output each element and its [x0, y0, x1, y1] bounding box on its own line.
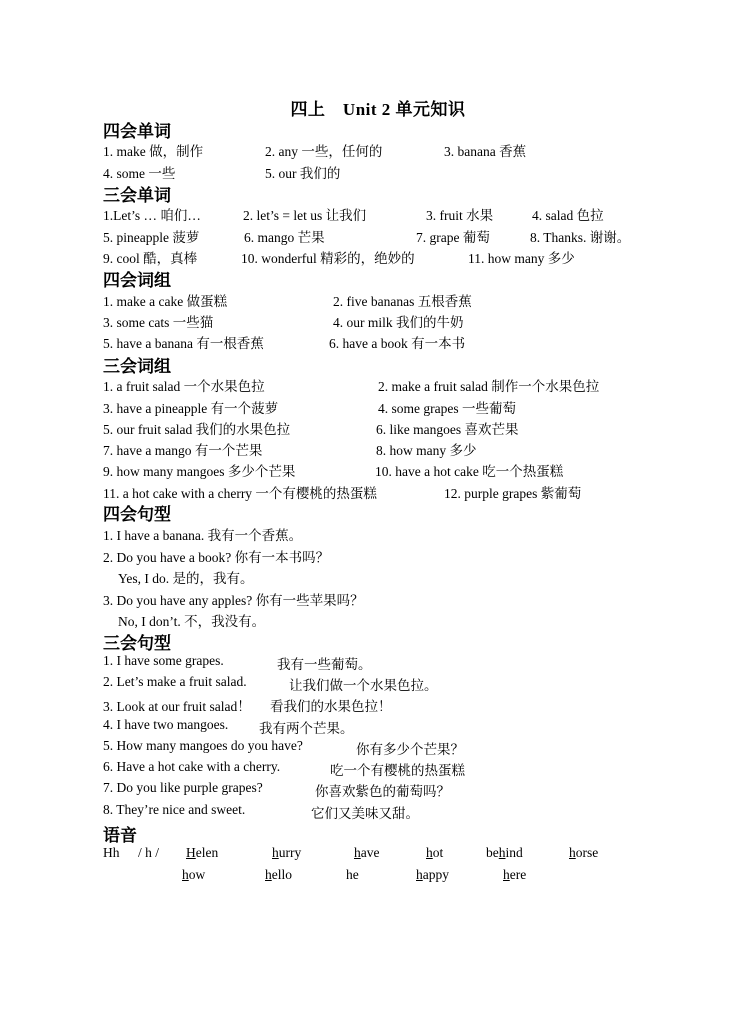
sentence-zh: 让我们做一个水果色拉。	[289, 678, 438, 693]
section-heading-four-sentences: 四会句型	[103, 505, 171, 524]
phrase-entry: 4. some grapes 一些葡萄	[378, 401, 516, 416]
sentence-zh: 吃一个有樱桃的热蛋糕	[330, 763, 465, 778]
section-heading-three-sentences: 三会句型	[103, 634, 171, 653]
phonics-word: hot	[426, 845, 444, 860]
sentence-line: 1. I have a banana. 我有一个香蕉。	[103, 528, 303, 543]
sentence-line: 3. Do you have any apples? 你有一些苹果吗？	[103, 593, 364, 608]
phrase-entry: 9. how many mangoes 多少个芒果	[103, 464, 296, 479]
section-heading-four-phrases: 四会词组	[103, 271, 171, 290]
phonics-word: he	[346, 867, 359, 882]
phrase-entry: 4. our milk 我们的牛奶	[333, 315, 464, 330]
sentence-line: Yes, I do. 是的，我有。	[118, 571, 254, 586]
phrase-entry: 6. have a book 有一本书	[329, 336, 466, 351]
phrase-entry: 2. five bananas 五根香蕉	[333, 294, 472, 309]
sentence-zh: 它们又美味又甜。	[311, 806, 419, 821]
word-entry: 6. mango 芒果	[244, 230, 325, 245]
word-entry: 5. pineapple 菠萝	[103, 230, 200, 245]
section-heading-three-phrases: 三会词组	[103, 357, 171, 376]
sentence-en: 5. How many mangoes do you have?	[103, 738, 303, 753]
phrase-entry: 1. a fruit salad 一个水果色拉	[103, 379, 265, 394]
word-entry: 8. Thanks. 谢谢。	[530, 230, 631, 245]
word-entry: 11. how many 多少	[468, 251, 575, 266]
word-entry: 4. salad 色拉	[532, 208, 604, 223]
section-heading-four-words: 四会单词	[103, 122, 171, 141]
word-entry: 7. grape 葡萄	[416, 230, 490, 245]
sentence-en: 3. Look at our fruit salad！	[103, 699, 251, 714]
sentence-zh: 你喜欢紫色的葡萄吗？	[315, 784, 450, 799]
sentence-zh: 你有多少个芒果？	[356, 742, 464, 757]
word-entry: 5. our 我们的	[265, 166, 341, 181]
phrase-entry: 6. like mangoes 喜欢芒果	[376, 422, 519, 437]
phonics-word: here	[503, 867, 527, 882]
sentence-en: 2. Let’s make a fruit salad.	[103, 674, 247, 689]
phonics-word: hurry	[272, 845, 302, 860]
phonics-sound: / h /	[138, 845, 160, 860]
word-entry: 10. wonderful 精彩的，绝妙的	[241, 251, 415, 266]
word-entry: 3. banana 香蕉	[444, 144, 527, 159]
phonics-word: have	[354, 845, 380, 860]
sentence-en: 6. Have a hot cake with a cherry.	[103, 759, 281, 774]
phrase-entry: 10. have a hot cake 吃一个热蛋糕	[375, 464, 564, 479]
phonics-word: how	[182, 867, 206, 882]
phrase-entry: 1. make a cake 做蛋糕	[103, 294, 228, 309]
word-entry: 3. fruit 水果	[426, 208, 494, 223]
phrase-entry: 8. how many 多少	[376, 443, 477, 458]
phonics-word: hello	[265, 867, 292, 882]
phrase-entry: 5. have a banana 有一根香蕉	[103, 336, 264, 351]
word-entry: 2. let’s = let us 让我们	[243, 208, 367, 223]
sentence-line: 2. Do you have a book? 你有一本书吗？	[103, 550, 330, 565]
word-entry: 9. cool 酷，真棒	[103, 251, 198, 266]
phrase-entry: 5. our fruit salad 我们的水果色拉	[103, 422, 291, 437]
phrase-entry: 3. have a pineapple 有一个菠萝	[103, 401, 279, 416]
phrase-entry: 2. make a fruit salad 制作一个水果色拉	[378, 379, 600, 394]
word-entry: 1.Let’s … 咱们…	[103, 208, 201, 223]
phrase-entry: 12. purple grapes 紫葡萄	[444, 486, 582, 501]
sentence-zh: 我有两个芒果。	[259, 721, 354, 736]
sentence-zh: 我有一些葡萄。	[277, 657, 372, 672]
phrase-entry: 3. some cats 一些猫	[103, 315, 214, 330]
phonics-letter: Hh	[103, 845, 120, 860]
word-entry: 2. any 一些，任何的	[265, 144, 383, 159]
sentence-en: 4. I have two mangoes.	[103, 717, 229, 732]
word-entry: 4. some 一些	[103, 166, 176, 181]
sentence-line: No, I don’t. 不，我没有。	[118, 614, 266, 629]
section-heading-three-words: 三会单词	[103, 186, 171, 205]
sentence-en: 8. They’re nice and sweet.	[103, 802, 246, 817]
phonics-word: Helen	[186, 845, 219, 860]
sentence-zh: 看我们的水果色拉！	[270, 699, 392, 714]
sentence-en: 1. I have some grapes.	[103, 653, 224, 668]
phonics-word: happy	[416, 867, 449, 882]
phrase-entry: 7. have a mango 有一个芒果	[103, 443, 263, 458]
page-title: 四上 Unit 2 单元知识	[290, 100, 466, 119]
phrase-entry: 11. a hot cake with a cherry 一个有樱桃的热蛋糕	[103, 486, 377, 501]
sentence-en: 7. Do you like purple grapes?	[103, 780, 263, 795]
phonics-word: behind	[486, 845, 523, 860]
word-entry: 1. make 做，制作	[103, 144, 204, 159]
phonics-word: horse	[569, 845, 599, 860]
section-heading-phonics: 语音	[103, 826, 137, 845]
